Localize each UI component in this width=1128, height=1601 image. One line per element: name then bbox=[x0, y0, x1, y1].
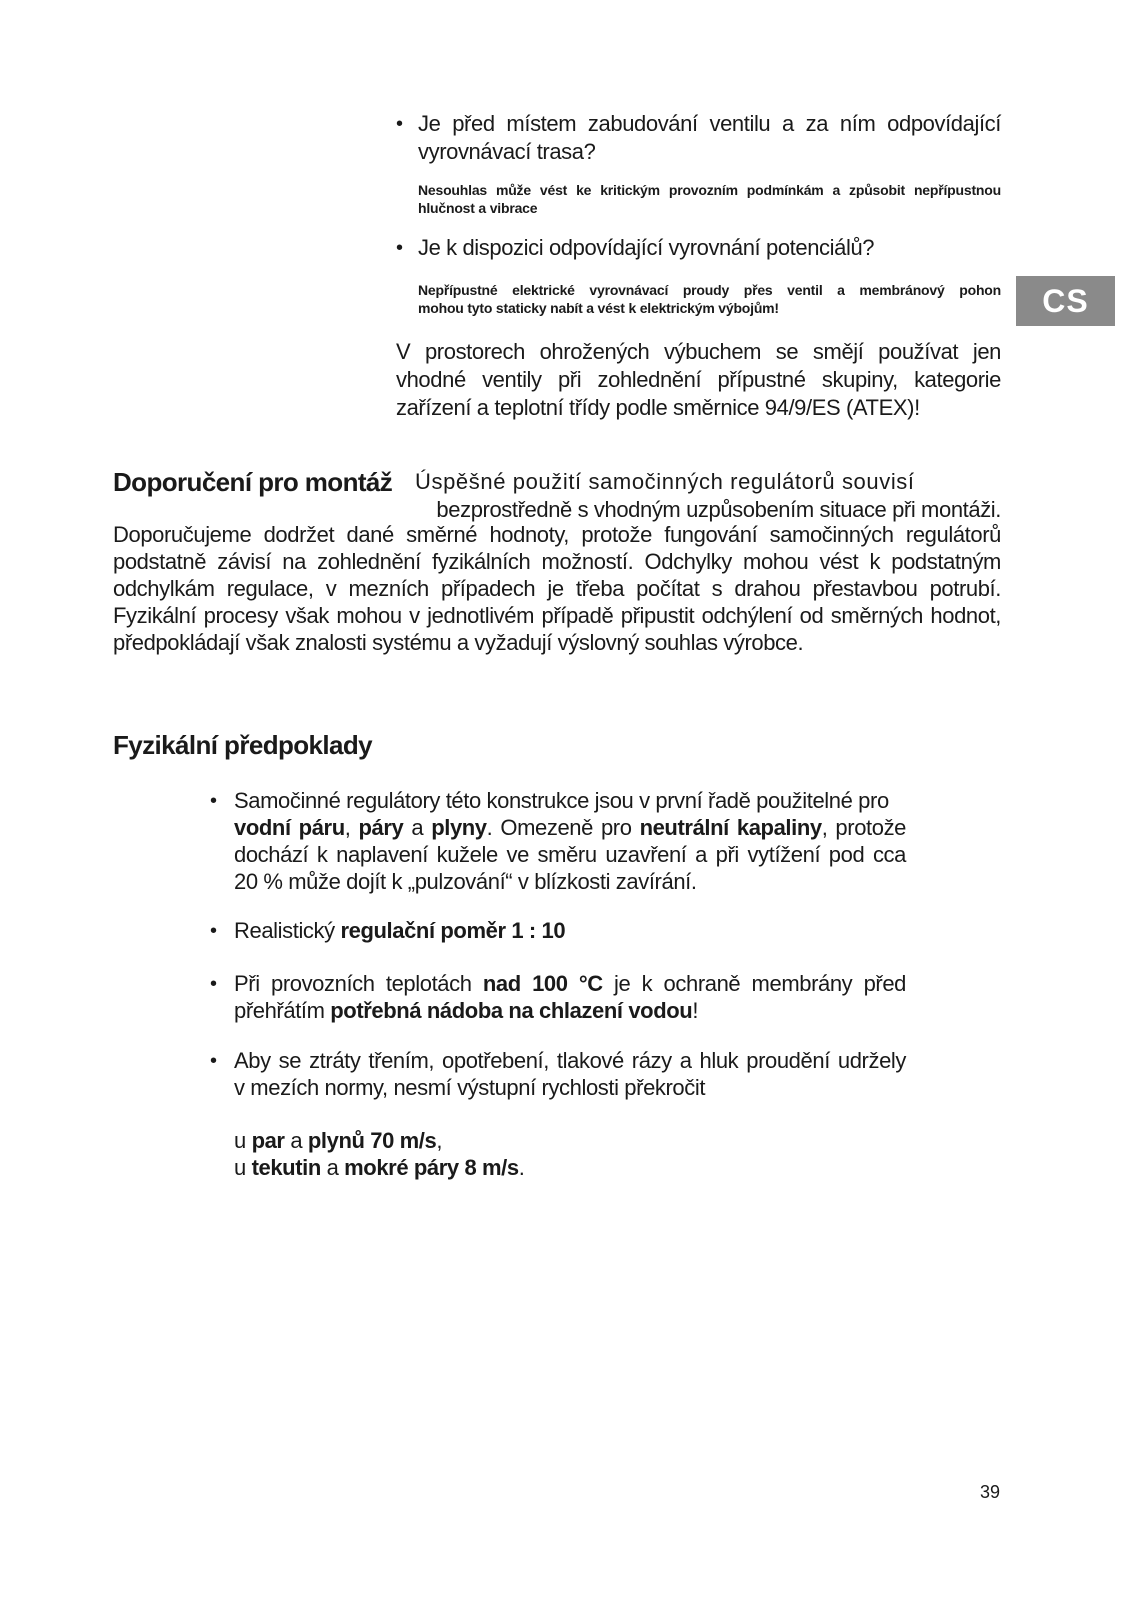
bullet-icon: • bbox=[210, 790, 218, 812]
question-line: vyrovnávací trasa? bbox=[418, 139, 596, 164]
bullet-icon: • bbox=[210, 1050, 218, 1072]
plain-text: a bbox=[284, 1128, 308, 1153]
question-line: Je před místem zabudování ventilu a za ním odpovídající bbox=[418, 111, 1001, 136]
velocity-limit-line bbox=[234, 1154, 524, 1182]
requirement-line bbox=[234, 970, 906, 998]
montaz-paragraph-line: odchylkám regulace, v mezních případech je třeba počítat s drahou přestavbou potrubí. bbox=[113, 576, 1001, 601]
top-section bbox=[396, 110, 1001, 430]
page-number: 39 bbox=[979, 1482, 1000, 1502]
bullet-icon: • bbox=[210, 973, 218, 995]
emphasis-text: páry bbox=[358, 815, 404, 840]
velocity-limit-line bbox=[234, 1127, 442, 1155]
requirement-line: 20 % může dojít k „pulzování“ v blízkosti zavírání. bbox=[234, 869, 697, 894]
emphasis-text: par bbox=[251, 1128, 285, 1153]
bullet-item-2 bbox=[396, 234, 1001, 264]
emphasis-text: potřebná nádoba na chlazení vodou bbox=[330, 998, 693, 1023]
atex-paragraph-line: vhodné ventily při zohlednění přípustné skupiny, kategorie bbox=[396, 367, 1001, 392]
warning-note: mohou tyto staticky nabít a vést k elektrickým výbojům! bbox=[418, 300, 779, 316]
plain-text: je k ochraně membrány před bbox=[602, 971, 906, 996]
montaz-paragraph-line: Fyzikální procesy však mohou v jednotlivém případě připustit odchýlení od směrných hodnot, bbox=[113, 603, 1001, 628]
montaz-paragraph-line: Doporučujeme dodržet dané směrné hodnoty, protože fungování samočinných regulátorů bbox=[113, 522, 1001, 547]
plain-text: . bbox=[518, 1155, 525, 1180]
emphasis-text: vodní páru bbox=[234, 815, 345, 840]
montaz-intro-line: Úspěšné použití samočinných regulátorů souvisí bbox=[415, 469, 915, 494]
emphasis-text: mokré páry 8 m/s bbox=[344, 1155, 519, 1180]
emphasis-text: nad 100 °C bbox=[482, 971, 603, 996]
emphasis-text: tekutin bbox=[251, 1155, 321, 1180]
warning-note: hlučnost a vibrace bbox=[418, 200, 538, 216]
plain-text: , protože bbox=[821, 815, 907, 840]
plain-text: a bbox=[320, 1155, 345, 1180]
requirement-line bbox=[234, 997, 698, 1025]
atex-paragraph-line: V prostorech ohrožených výbuchem se smějí používat jen bbox=[396, 339, 1001, 364]
montaz-paragraph-line: předpokládají však znalosti systému a vyžadují výslovný souhlas výrobce. bbox=[113, 630, 804, 655]
section-heading-fyzikalni: Fyzikální předpoklady bbox=[113, 730, 373, 760]
plain-text: Realistický bbox=[234, 918, 341, 943]
warning-note: Nepřípustné elektrické vyrovnávací proudy přes ventil a membránový pohon bbox=[418, 282, 1001, 298]
plain-text: , bbox=[436, 1128, 443, 1153]
bullet-icon: • bbox=[210, 920, 218, 942]
plain-text: u bbox=[234, 1155, 252, 1180]
language-tab-label: CS bbox=[1042, 282, 1089, 319]
language-tab bbox=[1016, 276, 1115, 326]
requirement-item-velocity bbox=[210, 1047, 906, 1187]
montaz-intro-line: bezprostředně s vhodným uzpůsobením situace při montáži. bbox=[436, 497, 1001, 522]
plain-text: přehřátím bbox=[234, 998, 331, 1023]
question-line: Je k dispozici odpovídající vyrovnání potenciálů? bbox=[418, 235, 875, 260]
bullet-item-1 bbox=[396, 110, 1001, 170]
emphasis-text: neutrální kapaliny bbox=[639, 815, 822, 840]
bullet-icon: • bbox=[396, 113, 404, 135]
plain-text: a bbox=[403, 815, 432, 840]
plain-text: u bbox=[234, 1128, 252, 1153]
plain-text: Při provozních teplotách bbox=[234, 971, 483, 996]
plain-text: , bbox=[344, 815, 359, 840]
emphasis-text: regulační poměr 1 : 10 bbox=[340, 918, 566, 943]
requirement-item-temperature bbox=[210, 970, 906, 1028]
plain-text: . Omezeně pro bbox=[486, 815, 640, 840]
requirement-item-ratio bbox=[210, 917, 906, 947]
requirement-line: dochází k naplavení kužele ve směru uzavření a při vytížení pod cca bbox=[234, 842, 906, 867]
section-heading-montaz: Doporučení pro montáž bbox=[113, 467, 393, 497]
requirement-line bbox=[234, 814, 906, 842]
requirement-line: v mezích normy, nesmí výstupní rychlosti překročit bbox=[234, 1075, 706, 1100]
requirement-line: Aby se ztráty třením, opotřebení, tlakové rázy a hluk proudění udržely bbox=[234, 1048, 906, 1073]
montaz-paragraph-line: podstatně závisí na zohlednění fyzikálních možností. Odchylky mohou vést k podstatným bbox=[113, 549, 1001, 574]
requirement-item-media bbox=[210, 787, 906, 899]
emphasis-text: plynů 70 m/s bbox=[307, 1128, 437, 1153]
atex-paragraph-line: zařízení a teplotní třídy podle směrnice 94/9/ES (ATEX)! bbox=[396, 395, 920, 420]
emphasis-text: plyny bbox=[431, 815, 487, 840]
warning-note: Nesouhlas může vést ke kritickým provozním podmínkám a způsobit nepřípustnou bbox=[418, 182, 1001, 198]
requirement-line bbox=[234, 917, 565, 945]
plain-text: ! bbox=[692, 998, 699, 1023]
bullet-icon: • bbox=[396, 237, 404, 259]
requirement-line: Samočinné regulátory této konstrukce jsou v první řadě použitelné pro bbox=[234, 788, 889, 813]
